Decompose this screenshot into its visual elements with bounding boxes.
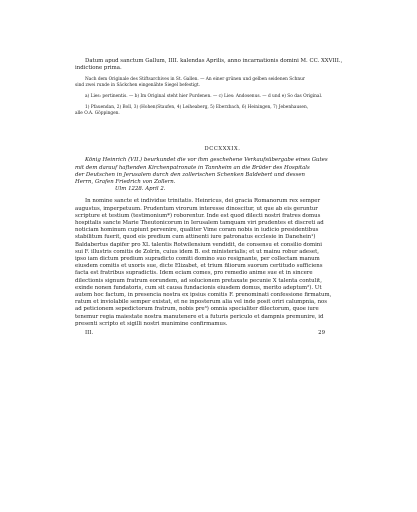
text-line: ad peticionem sepedictorum fratrum, nobis pre³) omnia specialiter dilectorum, quoe iure xyxy=(75,306,319,313)
text-line: König Heinrich (VII.) beurkundet die vor ihm geschehene Verkaufsübergabe eines Gutes xyxy=(85,157,328,164)
text-line: scripture et testium (testimonium*) roborentur. Inde est quod dilecti nostri fratres domus xyxy=(75,212,321,219)
footnotes-letters: a) Lies: pertinentis. — b) Im Original steht hier Purdenen. — c) Lies: Andosenus. — d und e) So das Original. xyxy=(85,94,323,99)
document-body xyxy=(75,198,370,328)
text-line: augustus, imperpetuum. Prudentum virorum interesse dinoscitur, ut que ab eis geruntur xyxy=(75,205,318,212)
top-datum-block xyxy=(75,58,370,72)
text-line: autem hoc factum, in presencia nostra ex ipsius comitis F. prenominati confessione firmatum, xyxy=(75,292,332,299)
text-line: tenemur regia maiestate nostra manutenere et a futuris periculo et dampnis premunire, id xyxy=(75,313,324,320)
text-line: exinde nonen fundatoris, cum sit causa fundacionis eiusdem domus, merito adeptum²). Ut xyxy=(75,284,322,291)
page-number: 29 xyxy=(318,330,325,337)
document-page xyxy=(75,58,370,336)
text-line: dilectionis signum fratrum eorundem, ad solucionem pretaxate pecunie X talenta contulit, xyxy=(75,277,322,284)
text-line: sui F. illustris comitis de Zolrin, cuius idem B. est ministerialis; et ut mainu robur adeset, xyxy=(75,248,319,255)
date-place: Ulm 1228. April 2. xyxy=(115,186,166,193)
text-line: facta est fratribus supradictis. Idem eciam comes, pro remedio anime sue et in sincere xyxy=(75,270,313,277)
text-line: ratum et inviolabile semper existat, et ne inposterum alia vel inde posit oriri calumpnia, nos xyxy=(75,299,328,306)
text-line: der Deutschen in Jerusalem durch den zollerischen Schenken Baldebert und dessen xyxy=(75,171,305,178)
document-number: DCCXXXIX. xyxy=(204,146,241,153)
page-footer xyxy=(75,330,370,336)
text-line: Herrn, Grafen Friedrich von Zollern. xyxy=(75,179,176,185)
text-line: indictione prima. xyxy=(75,65,122,72)
regest xyxy=(75,157,370,186)
text-line: stabilitum fuerit, quod eis predium cum attinenti iure patronatus ecclesie in Danehein¹) xyxy=(75,234,316,241)
text-line: hospitalis sancte Marie Theutonicorum in Ierusalem tamquam viri prudentes et discreti ad xyxy=(75,220,324,227)
text-line: mit dem darauf haftenden Kirchenpatronate in Tannheim an die Brüder des Hospitals xyxy=(75,164,310,171)
text-line: Datum apud sanctum Gallum, IIII. kalendas Aprilis, anno incarnationis domini M. CC. XXVIII., xyxy=(85,58,343,64)
text-line: noticiam hominum cupiunt pervenire, qualiter Vime coram nobis in iudicio presidentibus xyxy=(75,227,319,234)
text-line: ipso iam dictum predium supradicto comiti domino suo resignante, per collectam manum xyxy=(75,256,320,263)
text-line: 1) Pfauendan, 2) Boll, 3) (Hohen)Staufen, 4) Leiheaberg, 5) Eberzbach, 6) Heiningen, 7) Jebenhausen, xyxy=(85,104,309,110)
volume-number: III. xyxy=(85,330,94,337)
text-line: alle O.A. Göppingen. xyxy=(75,110,120,116)
text-line: eiusdem comitis et uxoris sue, dicte Elizabet, et trium filiorum suorum certitudo sufficiens xyxy=(75,263,323,270)
text-line: Nach dem Originale des Stiftsarchives in St. Gallen. — An einer grünen und gelben seidenen Schnur xyxy=(85,77,305,83)
footnotes-numbers xyxy=(75,105,370,117)
text-line: In nomine sancte et individue trinitatis. Heinricus, dei gracia Romanorum rex semper xyxy=(85,198,321,205)
source-note xyxy=(75,77,370,89)
text-line: sind zwei runde in Säckchen eingenähte Siegel befestigt. xyxy=(75,83,200,89)
text-line: Baldabertus dapifer pro XL talentis Rotwilensium vendidit, de consensu et consilio domini xyxy=(75,241,323,248)
text-line: presenti scripto et sigilli nostri munimine confirmamus. xyxy=(75,320,228,327)
